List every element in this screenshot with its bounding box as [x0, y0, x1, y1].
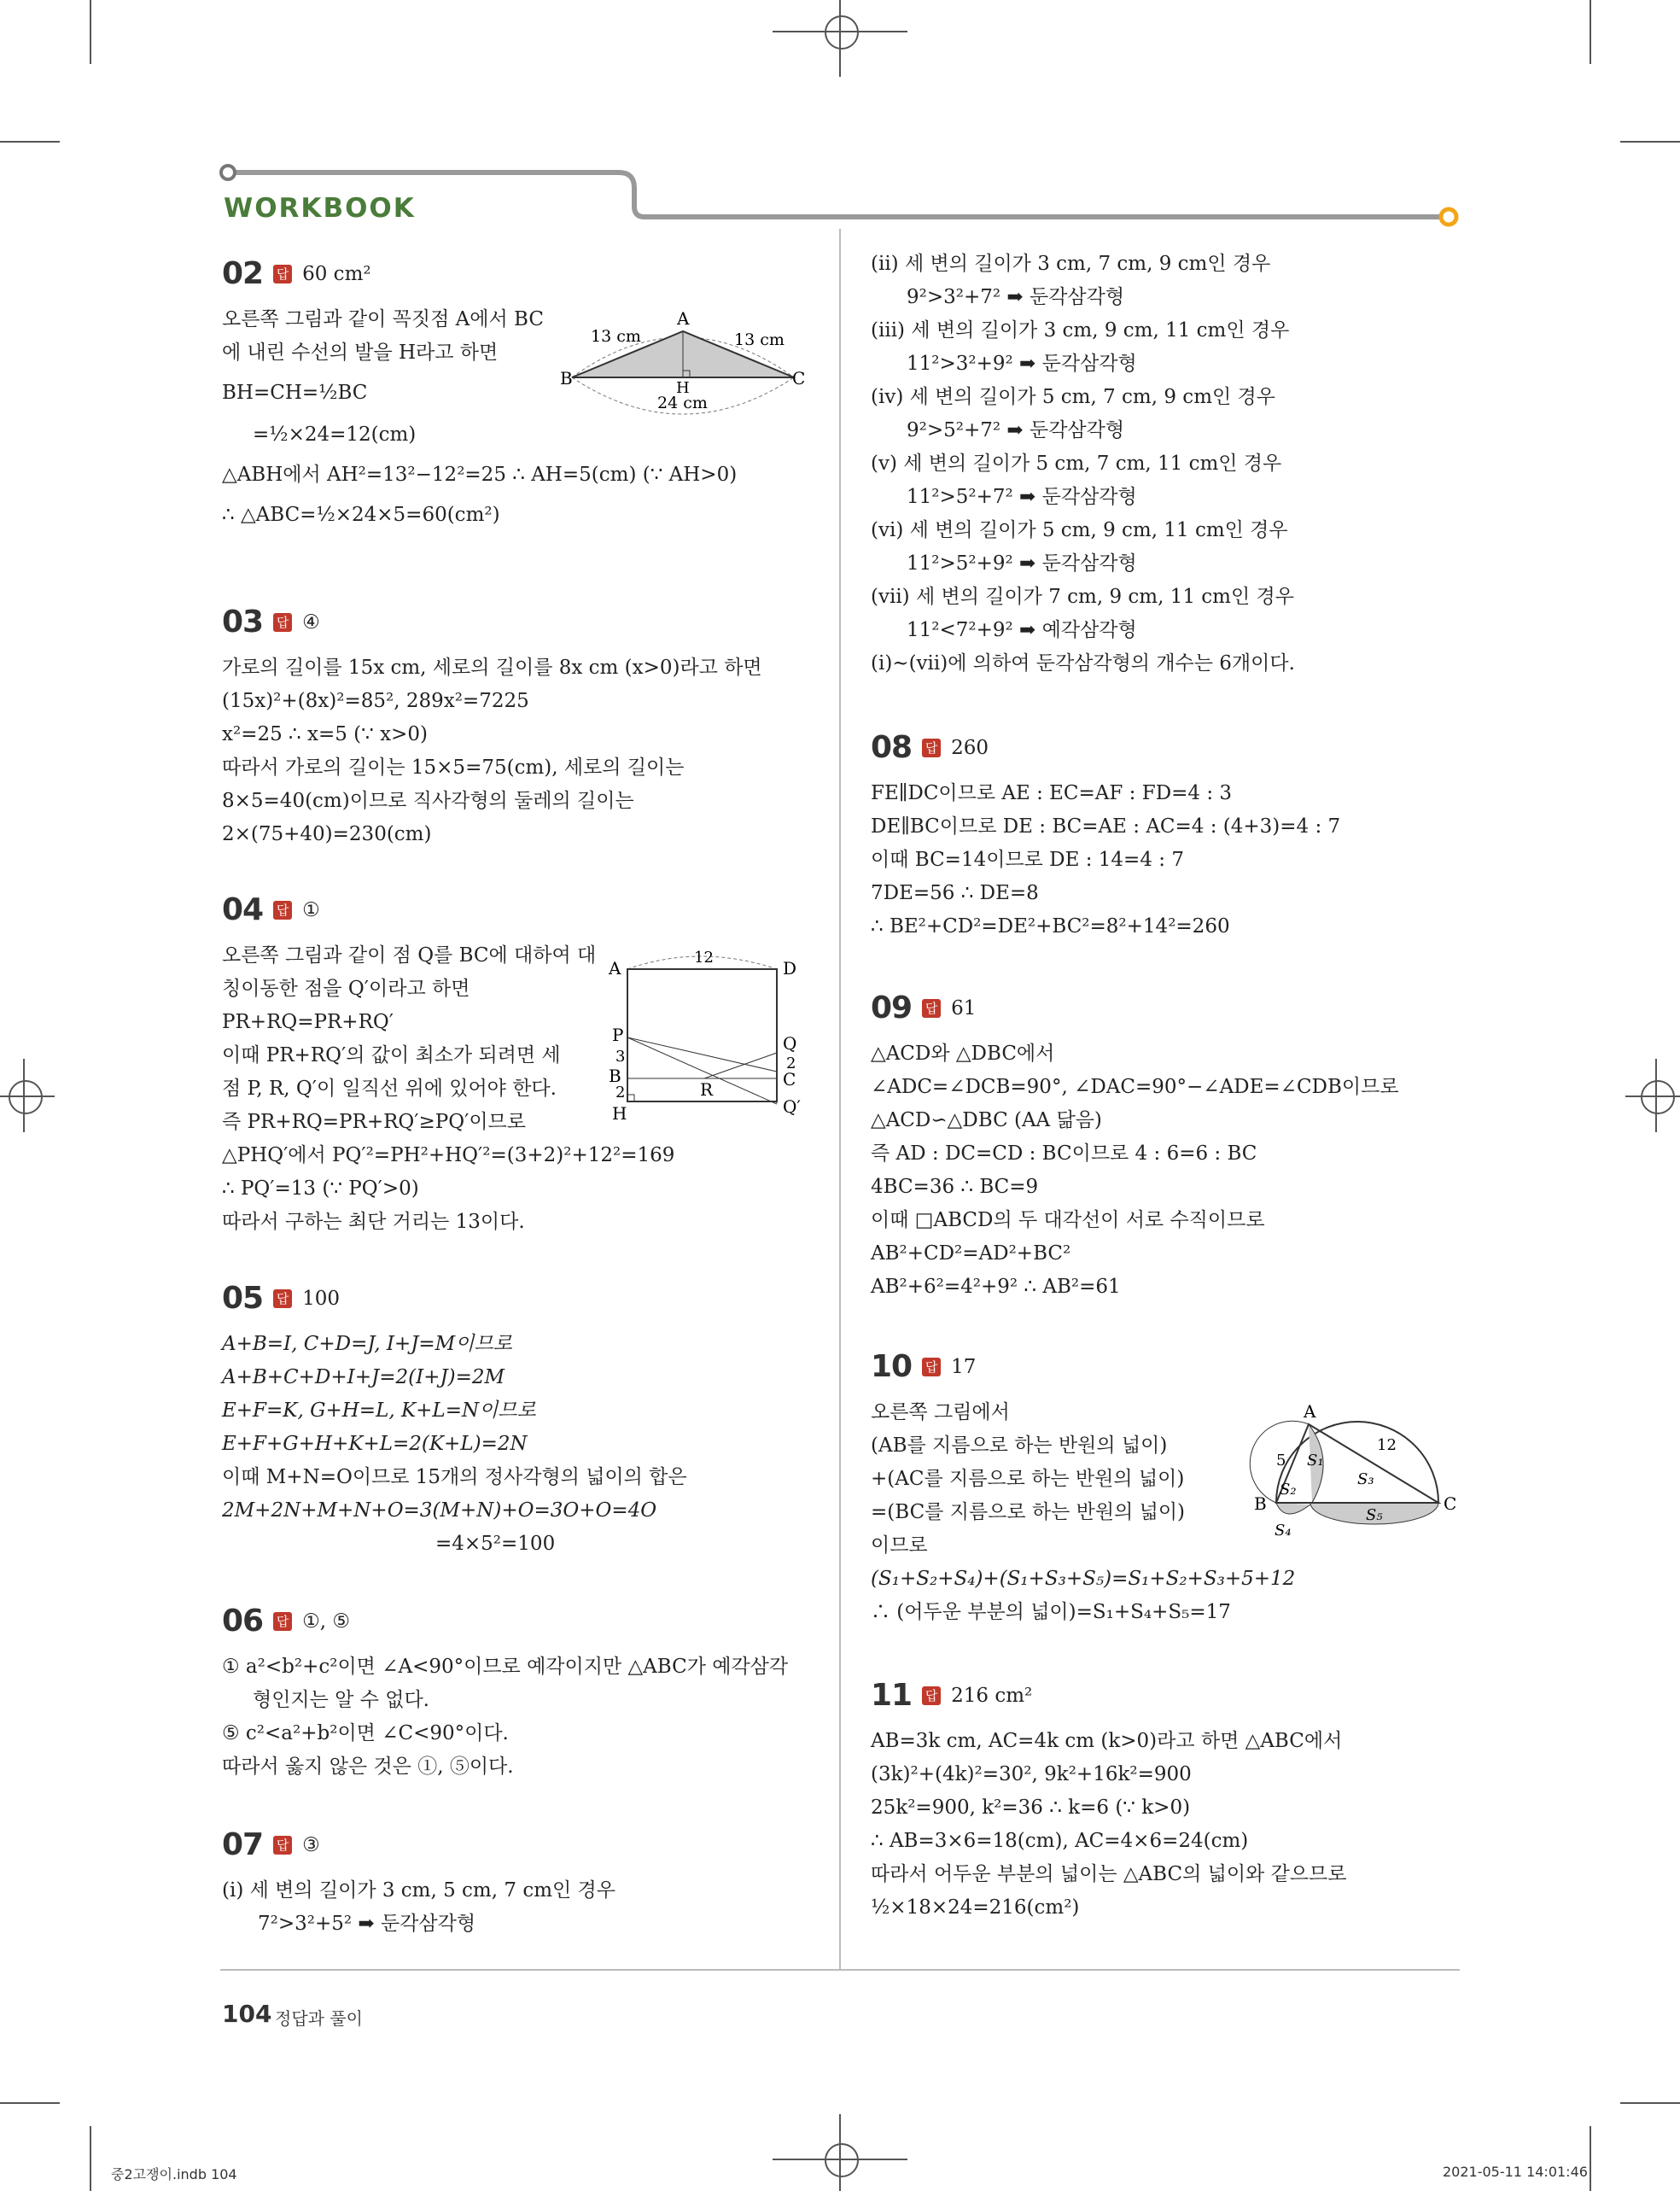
solution-line: (ⅲ) 세 변의 길이가 3 cm, 9 cm, 11 cm인 경우 — [871, 319, 1290, 342]
region-s2: S₂ — [1280, 1481, 1297, 1499]
solution-line: ∠ADC=∠DCB=90°, ∠DAC=90°−∠ADE=∠CDB이므로 — [871, 1076, 1399, 1098]
solution-line: (ⅴ) 세 변의 길이가 5 cm, 7 cm, 11 cm인 경우 — [871, 453, 1282, 475]
point-p: P — [612, 1025, 624, 1045]
solution-line: 오른쪽 그림에서 — [871, 1401, 1010, 1423]
answer-value: ④ — [302, 611, 320, 634]
registration-mark — [839, 0, 841, 77]
registration-mark — [23, 1059, 25, 1132]
crop-mark — [90, 2126, 91, 2191]
solution-line: 따라서 가로의 길이는 15×5=75(cm), 세로의 길이는 — [222, 757, 685, 779]
solution-line: (ⅱ) 세 변의 길이가 3 cm, 7 cm, 9 cm인 경우 — [871, 253, 1271, 275]
answer-value: ① — [302, 898, 320, 921]
registration-mark — [1655, 1059, 1657, 1132]
solution-line: PR+RQ=PR+RQ′ — [222, 1011, 394, 1033]
solution-line: (15x)²+(8x)²=85², 289x²=7225 — [222, 690, 529, 712]
solution-line: 따라서 옳지 않은 것은 ①, ⑤이다. — [222, 1756, 514, 1778]
label-12: 12 — [1377, 1436, 1397, 1454]
problem-number: 05 — [222, 1281, 264, 1316]
solution-line: A+B=I, C+D=J, I+J=M이므로 — [222, 1333, 512, 1355]
answer-value: ①, ⑤ — [302, 1610, 350, 1633]
solution-line: (ⅵ) 세 변의 길이가 5 cm, 9 cm, 11 cm인 경우 — [871, 519, 1288, 541]
crop-mark — [1590, 2126, 1591, 2191]
solution-line: 에 내린 수선의 발을 H라고 하면 — [222, 342, 499, 364]
solution-line: ∴ AB=3×6=18(cm), AC=4×6=24(cm) — [871, 1830, 1249, 1852]
foot-h: H — [676, 379, 690, 397]
solution-line: ∴ (어두운 부분의 넓이)=S₁+S₄+S₅=17 — [871, 1601, 1231, 1623]
answer-value: 60 cm² — [302, 262, 371, 285]
print-timestamp: 2021-05-11 14:01:46 — [1443, 2164, 1588, 2180]
answer-icon: 답 — [922, 999, 941, 1018]
answer-icon: 답 — [273, 901, 292, 920]
solution-line: 11²<7²+9² ➡ 예각삼각형 — [907, 619, 1137, 641]
problem-09 — [871, 990, 1451, 1304]
answer-value: ③ — [302, 1833, 320, 1856]
section-title: 정답과 풀이 — [275, 2008, 363, 2029]
solution-line: ½×18×24=216(cm²) — [871, 1896, 1080, 1919]
answer-value: 100 — [302, 1287, 341, 1310]
registration-mark — [0, 1096, 55, 1097]
solution-line: 이때 □ABCD의 두 대각선이 서로 수직이므로 — [871, 1209, 1265, 1231]
vertex-a: A — [609, 958, 621, 979]
region-s5: S₅ — [1366, 1506, 1383, 1524]
problem-number: 02 — [222, 256, 264, 291]
point-c: C — [783, 1069, 796, 1090]
solution-line: △ACD와 △DBC에서 — [871, 1043, 1055, 1065]
solution-line: 4BC=36 ∴ BC=9 — [871, 1176, 1039, 1198]
solution-line: 칭이동한 점을 Q′이라고 하면 — [222, 978, 470, 1000]
problem-03 — [222, 605, 820, 851]
vertex-a: A — [1304, 1401, 1316, 1422]
solution-line: =(BC를 지름으로 하는 반원의 넓이) — [871, 1501, 1186, 1523]
solution-line: (AB를 지름으로 하는 반원의 넓이) — [871, 1434, 1168, 1457]
answer-icon: 답 — [922, 1686, 941, 1705]
registration-mark — [1641, 1080, 1675, 1114]
problem-number: 06 — [222, 1604, 264, 1639]
solution-line: +(AC를 지름으로 하는 반원의 넓이) — [871, 1468, 1185, 1490]
solution-line: AB²+CD²=AD²+BC² — [871, 1242, 1071, 1265]
solution-line: 즉 AD : DC=CD : BC이므로 4 : 6=6 : BC — [871, 1142, 1257, 1165]
solution-line: (ⅰ) 세 변의 길이가 3 cm, 5 cm, 7 cm인 경우 — [222, 1879, 615, 1902]
problem-07 — [222, 1827, 820, 1941]
solution-line: △ACD∽△DBC (AA 닮음) — [871, 1109, 1102, 1131]
answer-value: 216 cm² — [951, 1684, 1033, 1707]
print-file-label: 중2고쟁이.indb 104 — [111, 2166, 237, 2182]
problem-06 — [222, 1604, 820, 1784]
problem-number: 09 — [871, 990, 913, 1025]
solution-line: 7²>3²+5² ➡ 둔각삼각형 — [258, 1913, 476, 1935]
crop-mark — [90, 0, 91, 64]
vertex-a: A — [677, 308, 690, 329]
solution-line: (ⅳ) 세 변의 길이가 5 cm, 7 cm, 9 cm인 경우 — [871, 386, 1275, 408]
answer-icon: 답 — [273, 1289, 292, 1308]
solution-line: 이때 BC=14이므로 DE : 14=4 : 7 — [871, 849, 1184, 871]
solution-line: (ⅶ) 세 변의 길이가 7 cm, 9 cm, 11 cm인 경우 — [871, 586, 1294, 608]
registration-mark — [825, 2143, 859, 2177]
point-r: R — [700, 1079, 714, 1100]
vertex-c: C — [1444, 1493, 1457, 1514]
problem-number: 04 — [222, 892, 264, 927]
point-q-prime: Q′ — [783, 1096, 801, 1117]
brand-label: WORKBOOK — [224, 193, 416, 224]
solution-line: =4×5²=100 — [435, 1533, 556, 1555]
solution-line: 이므로 — [871, 1534, 928, 1557]
solution-line: 2M+2N+M+N+O=3(M+N)+O=3O+O=4O — [222, 1499, 657, 1522]
solution-line: (3k)²+(4k)²=30², 9k²+16k²=900 — [871, 1763, 1192, 1785]
point-b: B — [609, 1066, 621, 1086]
vertex-b: B — [560, 368, 573, 389]
solution-line: 11²>5²+7² ➡ 둔각삼각형 — [907, 486, 1137, 508]
solution-line: E+F+G+H+K+L=2(K+L)=2N — [222, 1433, 528, 1455]
problem-number: 07 — [222, 1827, 264, 1862]
label-3: 3 — [615, 1048, 626, 1066]
solution-line: ∴ PQ′=13 (∵ PQ′>0) — [222, 1177, 419, 1200]
solution-line: ∴ △ABC=½×24×5=60(cm²) — [222, 504, 500, 526]
solution-line: 점 P, R, Q′이 일직선 위에 있어야 한다. — [222, 1078, 557, 1100]
answer-value: 260 — [951, 736, 989, 759]
solution-line: 11²>5²+9² ➡ 둔각삼각형 — [907, 552, 1137, 575]
solution-line: 9²>5²+7² ➡ 둔각삼각형 — [907, 419, 1125, 441]
registration-mark — [1625, 1096, 1680, 1097]
rectangle-figure — [602, 944, 824, 1131]
answer-icon: 답 — [273, 265, 292, 283]
solution-line: 8×5=40(cm)이므로 직사각형의 둘레의 길이는 — [222, 790, 634, 812]
crop-mark — [0, 141, 60, 143]
solution-line: AB²+6²=4²+9² ∴ AB²=61 — [871, 1276, 1121, 1298]
label-2a: 2 — [615, 1084, 626, 1101]
answer-value: 17 — [951, 1355, 977, 1378]
solution-line: 따라서 어두운 부분의 넓이는 △ABC의 넓이와 같으므로 — [871, 1863, 1347, 1885]
solution-line: BH=CH=½BC — [222, 382, 368, 404]
problem-08 — [871, 730, 1451, 944]
page-number: 104 — [222, 2000, 272, 2028]
crop-mark — [1620, 2102, 1680, 2104]
crop-mark — [1590, 0, 1591, 64]
label-5: 5 — [1276, 1452, 1286, 1469]
solution-line: 2×(75+40)=230(cm) — [222, 823, 432, 845]
column-divider — [839, 229, 841, 1971]
region-s1: S₁ — [1307, 1452, 1324, 1469]
solution-line: 9²>3²+7² ➡ 둔각삼각형 — [907, 286, 1125, 308]
solution-line: 25k²=900, k²=36 ∴ k=6 (∵ k>0) — [871, 1797, 1191, 1819]
answer-icon: 답 — [273, 613, 292, 632]
problem-11 — [871, 1678, 1451, 1925]
triangle-figure — [555, 306, 820, 417]
solution-line: (S₁+S₂+S₄)+(S₁+S₃+S₅)=S₁+S₂+S₃+5+12 — [871, 1568, 1296, 1590]
point-h: H — [612, 1103, 627, 1124]
solution-line: AB=3k cm, AC=4k cm (k>0)라고 하면 △ABC에서 — [871, 1730, 1343, 1752]
solution-line: DE∥BC이므로 DE : BC=AE : AC=4 : (4+3)=4 : 7 — [871, 815, 1341, 838]
problem-number: 10 — [871, 1349, 913, 1384]
solution-line: (ⅰ)~(ⅶ)에 의하여 둔각삼각형의 개수는 6개이다. — [871, 652, 1295, 675]
registration-mark — [839, 2114, 841, 2191]
crop-mark — [1620, 141, 1680, 143]
region-s3: S₃ — [1357, 1470, 1374, 1488]
label-2b: 2 — [786, 1055, 796, 1072]
solution-line: 따라서 구하는 최단 거리는 13이다. — [222, 1211, 525, 1233]
answer-icon: 답 — [273, 1836, 292, 1855]
vertex-c: C — [792, 368, 806, 389]
solution-line: 이때 M+N=O이므로 15개의 정사각형의 넓이의 합은 — [222, 1466, 687, 1488]
answer-icon: 답 — [273, 1612, 292, 1631]
solution-line: ⑤ c²<a²+b²이면 ∠C<90°이다. — [222, 1722, 509, 1744]
solution-line: 이때 PR+RQ′의 값이 최소가 되려면 세 — [222, 1044, 561, 1066]
solution-line: 즉 PR+RQ=PR+RQ′≥PQ′이므로 — [222, 1111, 526, 1133]
label-left: 13 cm — [591, 327, 641, 346]
solution-line: 오른쪽 그림과 같이 점 Q를 BC에 대하여 대 — [222, 944, 597, 967]
region-s4: S₄ — [1275, 1522, 1292, 1540]
solution-line: x²=25 ∴ x=5 (∵ x>0) — [222, 723, 428, 745]
registration-mark — [9, 1080, 43, 1114]
footer-rule — [220, 1969, 1460, 1971]
solution-line: △ABH에서 AH²=13²−12²=25 ∴ AH=5(cm) (∵ AH>0) — [222, 464, 738, 486]
label-base: 24 cm — [657, 394, 708, 412]
solution-line: △PHQ′에서 PQ′²=PH²+HQ′²=(3+2)²+12²=169 — [222, 1144, 675, 1166]
solution-line: 가로의 길이를 15x cm, 세로의 길이를 8x cm (x>0)라고 하면 — [222, 657, 762, 679]
vertex-d: D — [783, 958, 797, 979]
point-q: Q — [783, 1033, 797, 1054]
solution-line: ① a²<b²+c²이면 ∠A<90°이므로 예각이지만 △ABC가 예각삼각 — [222, 1656, 789, 1678]
problem-07-cont — [871, 248, 1451, 681]
problem-05 — [222, 1281, 820, 1561]
crop-mark — [0, 2102, 60, 2104]
solution-line: 오른쪽 그림과 같이 꼭짓점 A에서 BC — [222, 308, 544, 330]
solution-line: 7DE=56 ∴ DE=8 — [871, 882, 1039, 904]
solution-line: 형인지는 알 수 없다. — [253, 1689, 429, 1711]
solution-line: =½×24=12(cm) — [253, 424, 417, 446]
vertex-b: B — [1254, 1493, 1267, 1514]
answer-icon: 답 — [922, 1358, 941, 1376]
label-right: 13 cm — [734, 330, 785, 349]
solution-line: E+F=K, G+H=L, K+L=N이므로 — [222, 1399, 536, 1422]
solution-line: FE∥DC이므로 AE : EC=AF : FD=4 : 3 — [871, 782, 1233, 804]
answer-value: 61 — [951, 996, 977, 1020]
label-12: 12 — [694, 949, 714, 967]
solution-line: ∴ BE²+CD²=DE²+BC²=8²+14²=260 — [871, 915, 1230, 938]
problem-number: 08 — [871, 730, 913, 765]
registration-mark — [825, 15, 859, 50]
answer-icon: 답 — [922, 739, 941, 757]
problem-number: 03 — [222, 605, 264, 640]
semicircle-figure — [1242, 1400, 1464, 1554]
solution-line: A+B+C+D+I+J=2(I+J)=2M — [222, 1366, 505, 1388]
problem-number: 11 — [871, 1678, 913, 1713]
solution-line: 11²>3²+9² ➡ 둔각삼각형 — [907, 353, 1137, 375]
